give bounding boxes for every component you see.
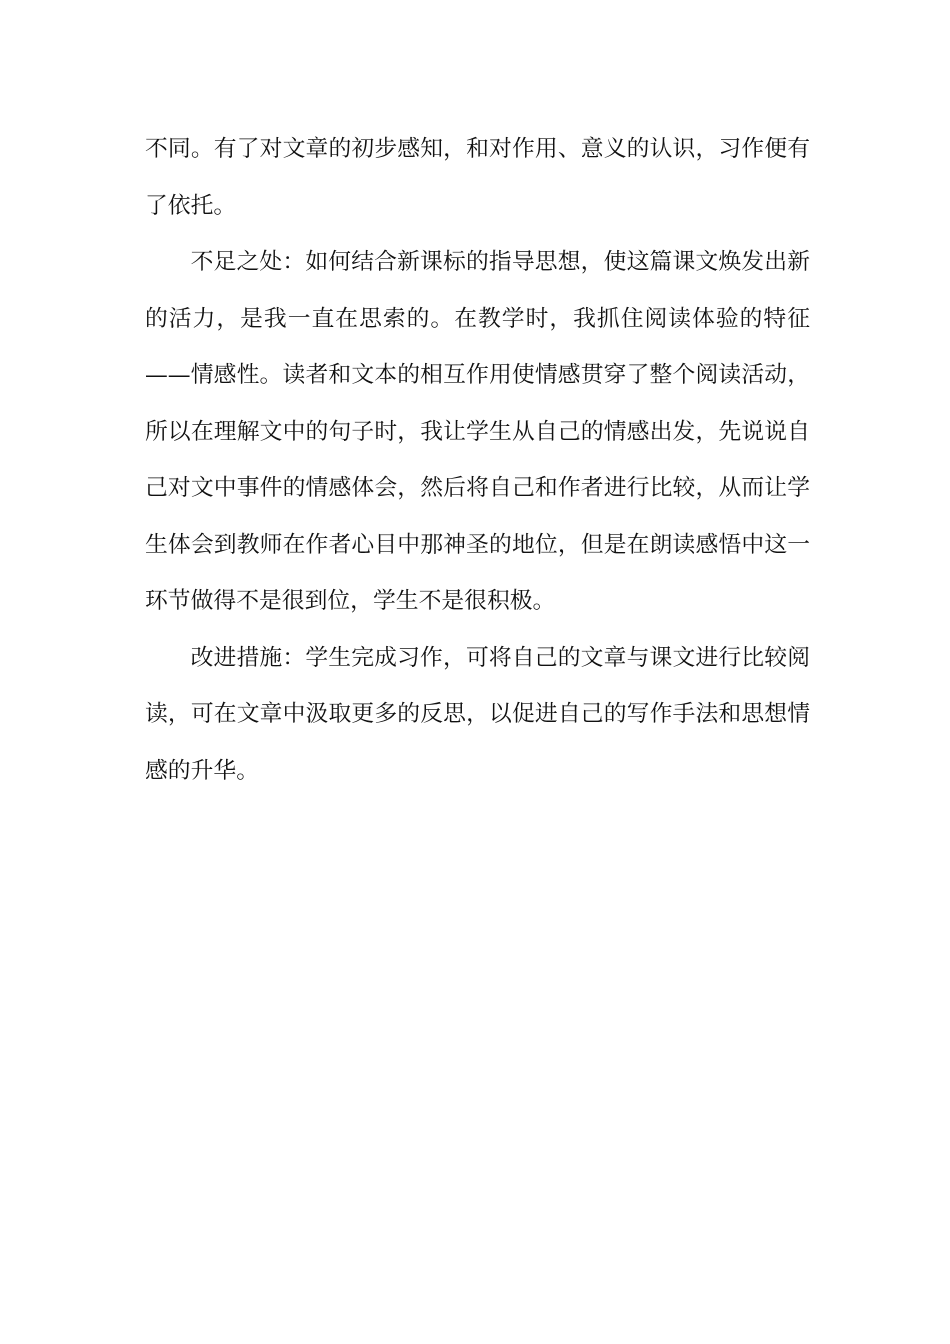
document-body xyxy=(145,121,810,799)
paragraph-2-line-2: 的活力，是我一直在思索的。在教学时，我抓住阅读体验的特征 xyxy=(145,305,810,332)
paragraph-3-line-1: 改进措施：学生完成习作，可将自己的文章与课文进行比较阅 xyxy=(190,644,810,671)
paragraph-1-line-1: 不同。有了对文章的初步感知，和对作用、意义的认识，习作便有 xyxy=(145,136,810,162)
paragraph-2-line-3: ——情感性。读者和文本的相互作用使情感贯穿了整个阅读活动， xyxy=(145,362,810,388)
paragraph-3-line-3: 感的升华。 xyxy=(145,757,259,784)
paragraph-2-line-5: 己对文中事件的情感体会，然后将自己和作者进行比较，从而让学 xyxy=(145,475,810,501)
paragraph-3-line-2: 读，可在文章中汲取更多的反思，以促进自己的写作手法和思想情 xyxy=(145,701,810,727)
paragraph-2-line-1: 不足之处：如何结合新课标的指导思想，使这篇课文焕发出新 xyxy=(190,249,810,275)
paragraph-1-line-2: 了依托。 xyxy=(145,192,237,219)
paragraph-2-line-6: 生体会到教师在作者心目中那神圣的地位，但是在朗读感悟中这一 xyxy=(145,531,810,558)
paragraph-2-line-7: 环节做得不是很到位，学生不是很积极。 xyxy=(145,588,556,614)
paragraph-2-line-4: 所以在理解文中的句子时，我让学生从自己的情感出发，先说说自 xyxy=(145,418,810,445)
